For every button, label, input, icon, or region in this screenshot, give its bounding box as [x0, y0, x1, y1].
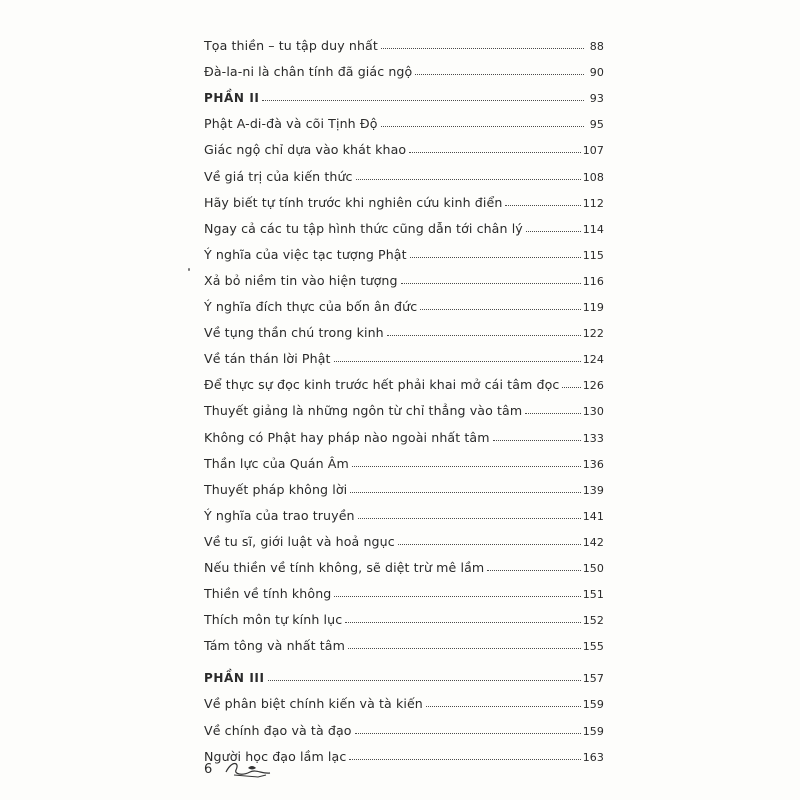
dot-leader [410, 257, 581, 258]
dot-leader [345, 622, 580, 623]
dot-leader [401, 283, 581, 284]
toc-entry [204, 289, 604, 315]
toc-entry-page: 150 [582, 561, 604, 575]
toc-entry [204, 211, 604, 237]
toc-entry-page: 142 [582, 535, 604, 549]
dot-leader [505, 205, 580, 206]
toc-entry-title: Phật A-di-đà và cõi Tịnh Độ [204, 116, 378, 132]
toc-entry-title: Về tán thán lời Phật [204, 351, 331, 367]
toc-entry [204, 106, 604, 132]
dot-leader [268, 680, 581, 681]
toc-entry [204, 524, 604, 550]
toc-entry-page: 141 [582, 509, 604, 523]
toc-entry [204, 341, 604, 367]
paper-speck [188, 268, 190, 271]
toc-entry-page: 114 [582, 222, 604, 236]
dot-leader [409, 152, 581, 153]
dot-leader [358, 518, 581, 519]
toc-entry-page: 130 [582, 405, 604, 419]
toc-entry-title: Giác ngộ chỉ dựa vào khát khao [204, 142, 407, 158]
toc-entry-title: PHẦN II [204, 91, 260, 106]
toc-entry-title: Người học đạo lầm lạc [204, 748, 347, 764]
toc-entry-page: 119 [582, 301, 604, 315]
dot-leader [352, 466, 581, 467]
dot-leader [262, 100, 584, 101]
toc-entry [204, 158, 604, 184]
dot-leader [426, 706, 581, 707]
toc-entry-title: Nếu thiền về tính không, sẽ diệt trừ mê lầm [204, 559, 485, 575]
toc-entry [204, 237, 604, 263]
toc-entry-page: 159 [582, 698, 604, 712]
toc-entry [204, 602, 604, 628]
toc-entry [204, 446, 604, 472]
toc-entry-page: 155 [582, 640, 604, 654]
toc-entry [204, 132, 604, 158]
dot-leader [398, 544, 581, 545]
toc-entry-page: 139 [582, 483, 604, 497]
toc-entry-title: Thiền về tính không [204, 586, 332, 602]
dot-leader [525, 413, 580, 414]
toc-entry-title: Không có Phật hay pháp nào ngoài nhất tâm [204, 429, 490, 445]
toc-entry [204, 393, 604, 419]
toc-entry-page: 116 [582, 274, 604, 288]
dot-leader [355, 733, 581, 734]
toc-entry-page: 152 [582, 614, 604, 628]
toc-entry [204, 263, 604, 289]
toc-entry-title: Xả bỏ niềm tin vào hiện tượng [204, 272, 398, 288]
toc-entry [204, 419, 604, 445]
toc-part-heading [204, 660, 604, 686]
toc-entry [204, 686, 604, 712]
toc-entry [204, 550, 604, 576]
toc-entry [204, 472, 604, 498]
toc-entry-title: Thuyết giảng là những ngôn từ chỉ thẳng vào tâm [204, 403, 523, 419]
toc-entry-page: 107 [582, 144, 604, 158]
dot-leader [487, 570, 580, 571]
toc-entry-title: Ý nghĩa đích thực của bốn ân đức [204, 299, 418, 315]
toc-entry-page: 151 [582, 588, 604, 602]
dot-leader [349, 759, 580, 760]
toc-entry-title: Về giá trị của kiến thức [204, 168, 353, 184]
toc-entry [204, 54, 604, 80]
toc-entry-title: Về phân biệt chính kiến và tà kiến [204, 696, 423, 712]
toc-entry-title: Để thực sự đọc kinh trước hết phải khai mở cái tâm đọc [204, 377, 560, 393]
toc-entry-page: 159 [582, 724, 604, 738]
toc-entry-title: Về chính đạo và tà đạo [204, 722, 352, 738]
toc-entry-page: 124 [582, 353, 604, 367]
toc-entry-title: Ngay cả các tu tập hình thức cũng dẫn tới chân lý [204, 220, 523, 236]
toc-entry-page: 163 [582, 750, 604, 764]
dot-leader [562, 387, 580, 388]
toc-entry-page: 133 [582, 431, 604, 445]
toc-entry-title: Về tụng thần chú trong kinh [204, 325, 384, 341]
toc-entry [204, 628, 604, 654]
toc-entry [204, 185, 604, 211]
toc-part-heading [204, 80, 604, 106]
toc-entry-title: Tám tông và nhất tâm [204, 638, 345, 654]
toc-entry [204, 367, 604, 393]
dot-leader [334, 596, 580, 597]
toc-entry-page: 112 [582, 196, 604, 210]
toc-entry [204, 498, 604, 524]
dot-leader [420, 309, 580, 310]
dot-leader [526, 231, 581, 232]
page-number: 6 [204, 762, 213, 777]
toc-entry [204, 28, 604, 54]
toc-entry-page: 90 [589, 66, 604, 80]
dot-leader [350, 492, 580, 493]
toc-entry-title: Tọa thiền – tu tập duy nhất [204, 38, 378, 54]
toc-entry-title: Thích môn tự kính lục [204, 612, 343, 628]
toc-entry-title: PHẦN III [204, 671, 265, 686]
toc-entry-page: 93 [589, 92, 604, 106]
dot-leader [356, 179, 581, 180]
toc-entry-page: 108 [582, 170, 604, 184]
toc-entry-title: Thuyết pháp không lời [204, 481, 348, 497]
toc-entry [204, 712, 604, 738]
flourish-ornament-icon [222, 758, 274, 780]
toc-entry-page: 157 [582, 672, 604, 686]
dot-leader [381, 126, 585, 127]
toc-entry [204, 576, 604, 602]
toc-entry-page: 95 [589, 118, 604, 132]
toc-entry-title: Ý nghĩa của trao truyền [204, 507, 355, 523]
dot-leader [415, 74, 584, 75]
toc-entry-title: Về tu sĩ, giới luật và hoả ngục [204, 533, 395, 549]
toc-entry-page: 122 [582, 327, 604, 341]
toc-entry-title: Hãy biết tự tính trước khi nghiên cứu kinh điển [204, 194, 503, 210]
toc-entry-title: Ý nghĩa của việc tạc tượng Phật [204, 246, 407, 262]
dot-leader [387, 335, 581, 336]
dot-leader [334, 361, 581, 362]
toc-entry-page: 126 [582, 379, 604, 393]
dot-leader [493, 440, 581, 441]
table-of-contents [204, 28, 604, 765]
toc-entry-title: Thần lực của Quán Âm [204, 455, 349, 471]
dot-leader [348, 648, 581, 649]
toc-entry [204, 315, 604, 341]
dot-leader [381, 48, 584, 49]
toc-entry-title: Đà-la-ni là chân tính đã giác ngộ [204, 64, 413, 80]
toc-entry-page: 115 [582, 248, 604, 262]
toc-entry-page: 88 [589, 40, 604, 54]
toc-entry-page: 136 [582, 457, 604, 471]
